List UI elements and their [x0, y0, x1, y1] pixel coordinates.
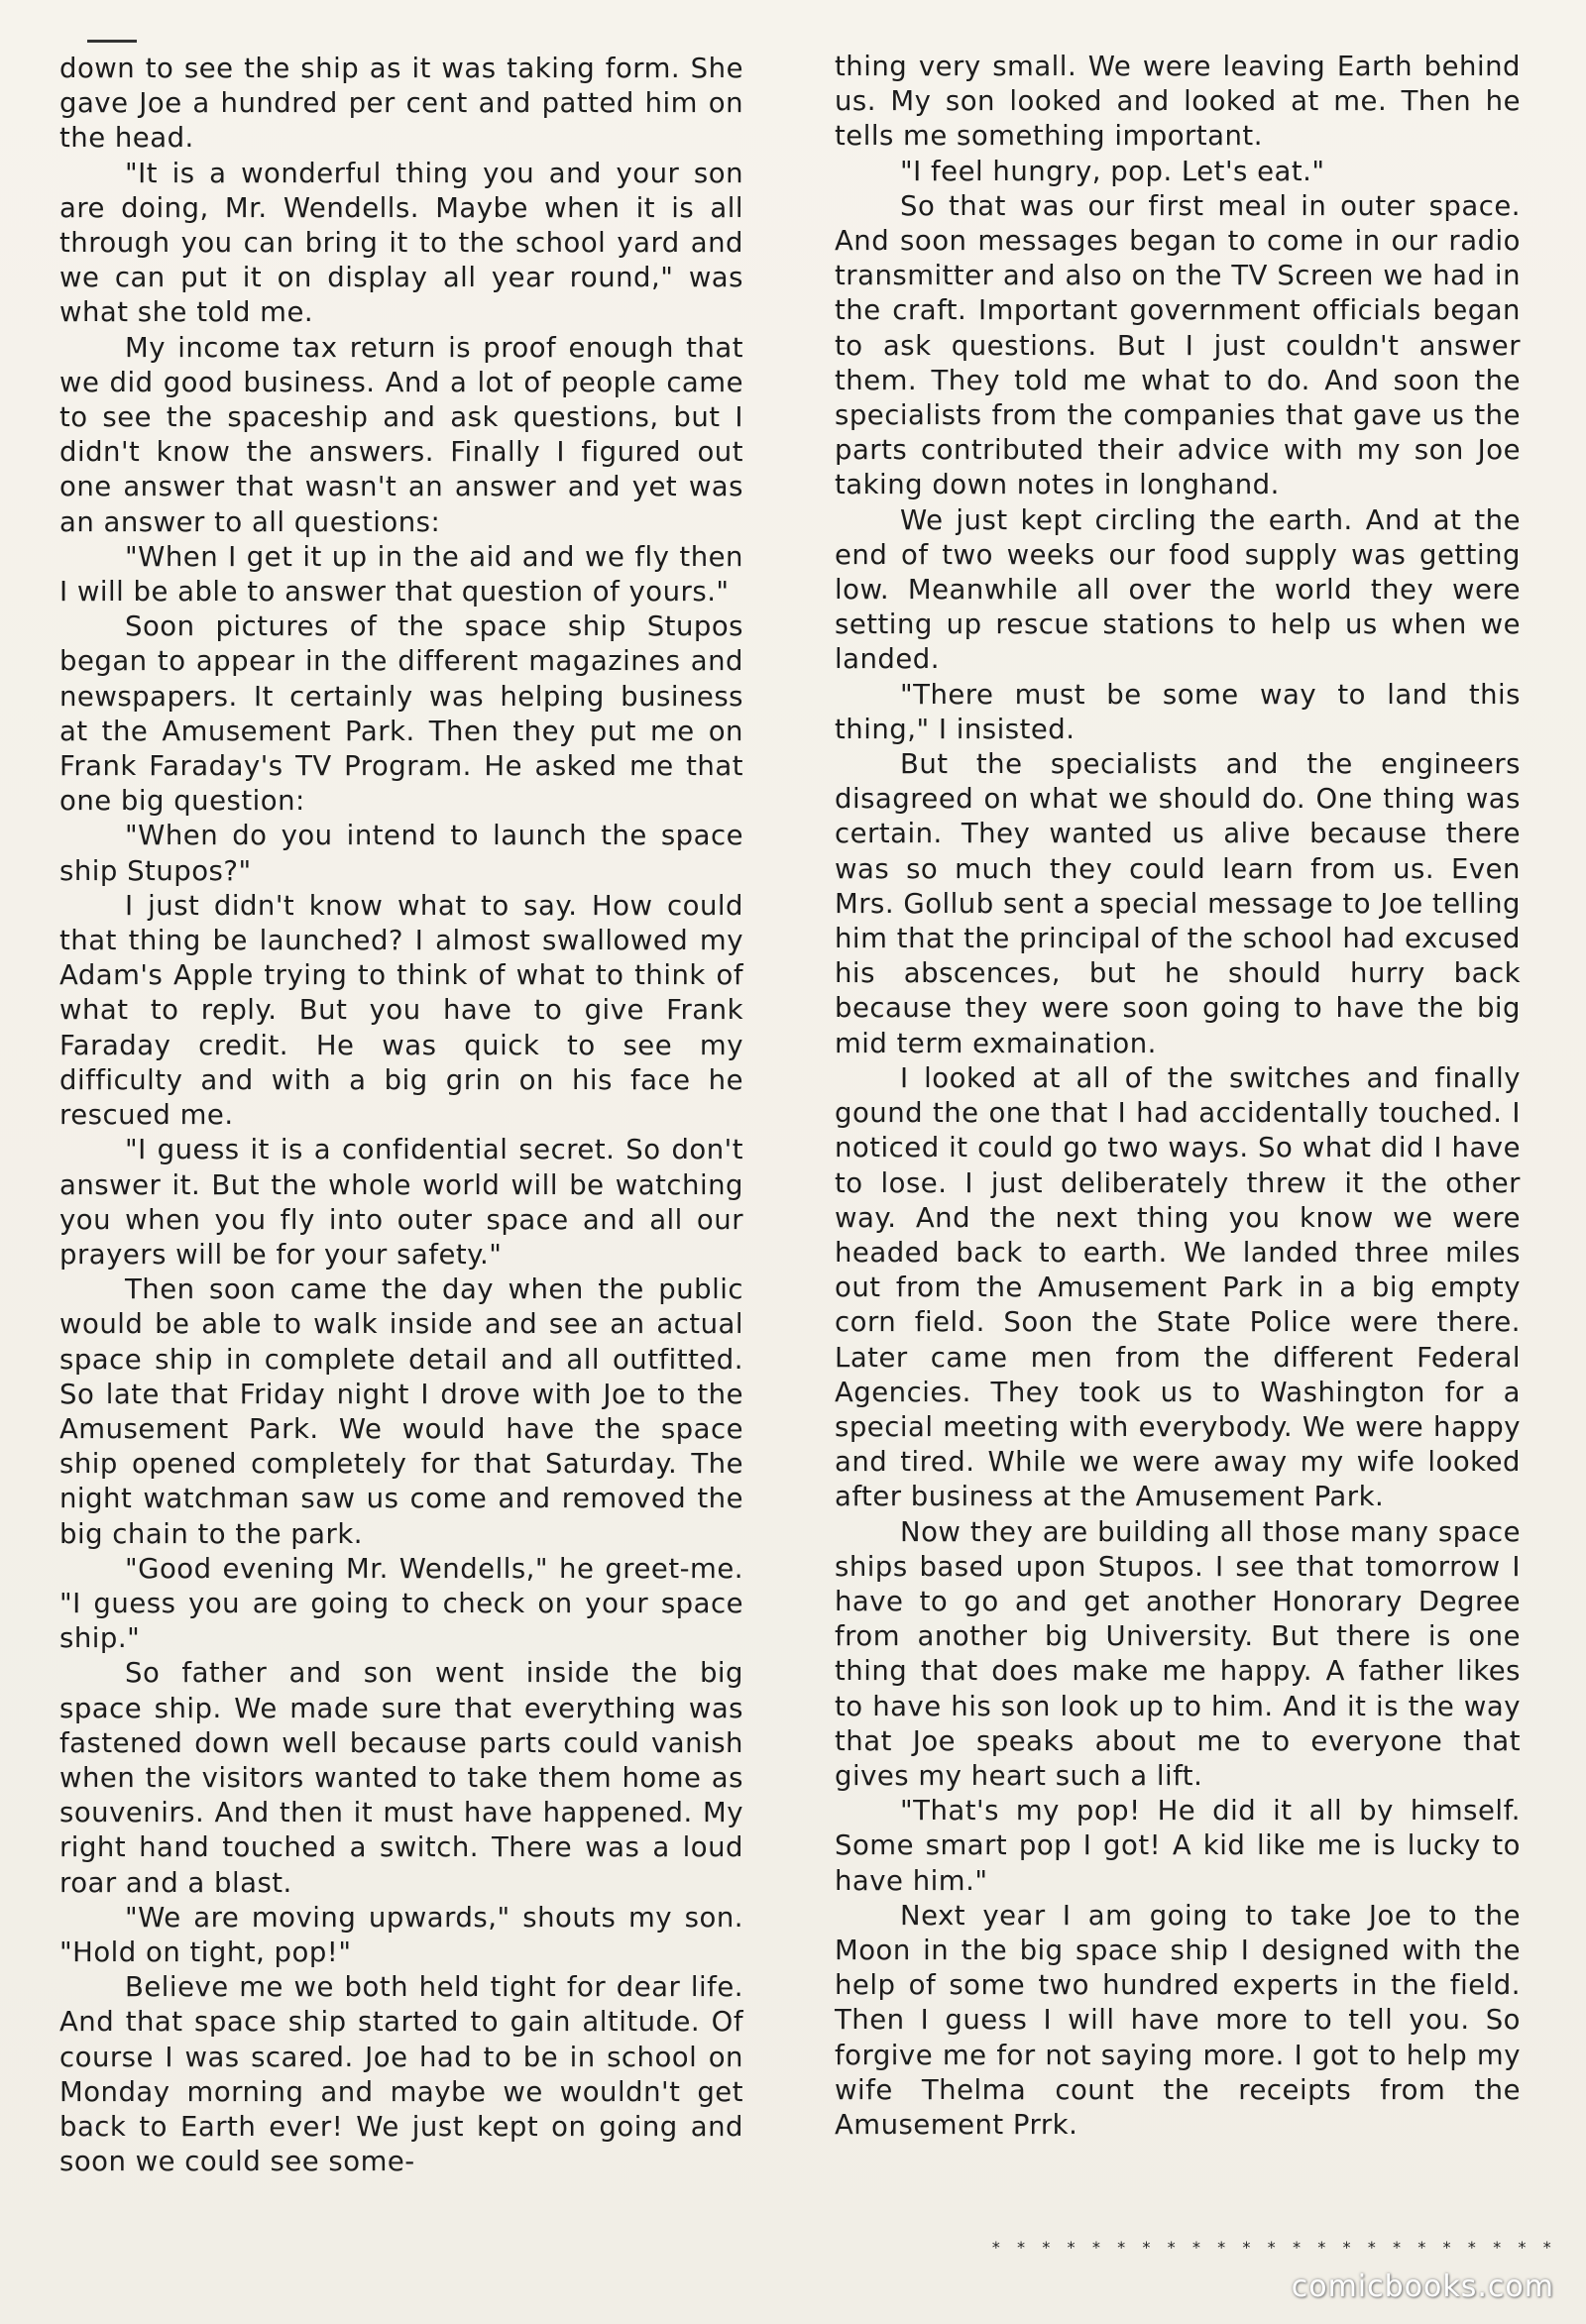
right-column: [835, 50, 1521, 2143]
paragraph: "I feel hungry, pop. Let's eat.": [900, 155, 1325, 187]
paragraph: We just kept circling the earth. And at the end of two weeks our food supply was getting low. Meanwhile all over the world they were setting up rescue stations to help us when we landed.: [835, 503, 1521, 676]
paragraph: "I guess it is a confidential secret. So don't answer it. But the whole world will be watching you when you fly into outer space and all our prayers will be for your safety.": [59, 1134, 743, 1271]
paragraph: Soon pictures of the space ship Stupos began to appear in the different magazines and newspapers. It certainly was helping business at the Amusement Park. Then they put me on Frank Faraday's TV Program. He asked me that one big question:: [59, 610, 743, 818]
paragraph: Now they are building all those many space ships based upon Stupos. I see that tomorrow I have to go and get another Honorary Degree from another big University. But there is one thing that does make me happy. A father likes to have his son look up to him. And it is the way that Joe speaks about me to everyone that gives my heart such a lift.: [835, 1515, 1521, 1792]
paragraph: "We are moving upwards," shouts my son. "Hold on tight, pop!": [59, 1901, 743, 1968]
paragraph: So father and son went inside the big space ship. We made sure that everything was fastened down well because parts could vanish when the visitors wanted to take them home as souvenirs. And then it must have happened. My right hand touched a switch. There was a loud roar and a blast.: [59, 1657, 743, 1899]
paragraph: So that was our first meal in outer space. And soon messages began to come in our radio transmitter and also on the TV Screen we had in the craft. Important government officials began to ask questions. But I just couldn't answer them. They told me what to do. And soon the specialists from the companies that gave us the parts contributed their advice with my son Joe taking down notes in longhand.: [835, 189, 1521, 501]
end-of-story-stars: * * * * * * * * * * * * * * * * * * * * * * *: [991, 2238, 1555, 2257]
watermark: comicbooks.com: [1291, 2269, 1554, 2304]
paragraph: But the specialists and the engineers disagreed on what we should do. One thing was certain. They wanted us alive because there was so much they could learn from us. Even Mrs. Gollub sent a special message to Joe telling him that the principal of the school had excused his abscences, but he should hurry back because they were soon going to have the big mid term exmaination.: [835, 748, 1521, 1059]
paragraph: Believe me we both held tight for dear life. And that space ship started to gain altitude. Of course I was scared. Joe had to be in school on Monday morning and maybe we wouldn't get back to Earth ever! We just kept on going and soon we could see some-: [59, 1971, 743, 2178]
paragraph: "When I get it up in the aid and we fly then I will be able to answer that question of yours.": [59, 540, 743, 609]
paragraph: Next year I am going to take Joe to the Moon in the big space ship I designed with the help of some two hundred experts in the field. Then I guess I will have more to tell you. So forgive me for not saying more. I got to help my wife Thelma count the receipts from the Amusement Prrk.: [835, 1899, 1521, 2141]
paragraph: "It is a wonderful thing you and your son are doing, Mr. Wendells. Maybe when it is all through you can bring it to the school yard and we can put it on display all year round," was what she told me.: [59, 157, 743, 329]
left-column: [59, 52, 743, 2179]
paragraph: "When do you intend to launch the space ship Stupos?": [59, 820, 743, 887]
paragraph: thing very small. We were leaving Earth behind us. My son looked and looked at me. Then he tells me something important.: [835, 51, 1521, 153]
paragraph: "There must be some way to land this thing," I insisted.: [835, 678, 1521, 745]
paragraph: "Good evening Mr. Wendells," he greet-me. "I guess you are going to check on your space ship.": [59, 1552, 743, 1655]
top-rule: [87, 40, 137, 43]
paragraph: I just didn't know what to say. How could that thing be launched? I almost swallowed my Adam's Apple trying to think of what to think of what to reply. But you have to give Frank Faraday credit. He was quick to see my difficulty and with a big grin on his face he rescued me.: [59, 889, 743, 1132]
paragraph: "That's my pop! He did it all by himself. Some smart pop I got! A kid like me is lucky to have him.": [835, 1795, 1521, 1897]
paragraph: Then soon came the day when the public would be able to walk inside and see an actual space ship in complete detail and all outfitted. So late that Friday night I drove with Joe to the Amusement Park. We would have the space ship opened completely for that Saturday. The night watchman saw us come and removed the big chain to the park.: [59, 1273, 743, 1550]
paragraph: I looked at all of the switches and finally gound the one that I had accidentally touched. I noticed it could go two ways. So what did I have to lose. I just deliberately threw it the other way. And the next thing you know we were headed back to earth. We landed three miles out from the Amusement Park in a big empty corn field. Soon the State Police were there. Later came men from the different Federal Agencies. They took us to Washington for a special meeting with everybody. We were happy and tired. While we were away my wife looked after business at the Amusement Park.: [835, 1061, 1521, 1513]
paragraph: My income tax return is proof enough that we did good business. And a lot of people came to see the spaceship and ask questions, but I didn't know the answers. Finally I figured out one answer that wasn't an answer and yet was an answer to all questions:: [59, 331, 743, 538]
paragraph: down to see the ship as it was taking form. She gave Joe a hundred per cent and patted him on the head.: [59, 53, 743, 155]
